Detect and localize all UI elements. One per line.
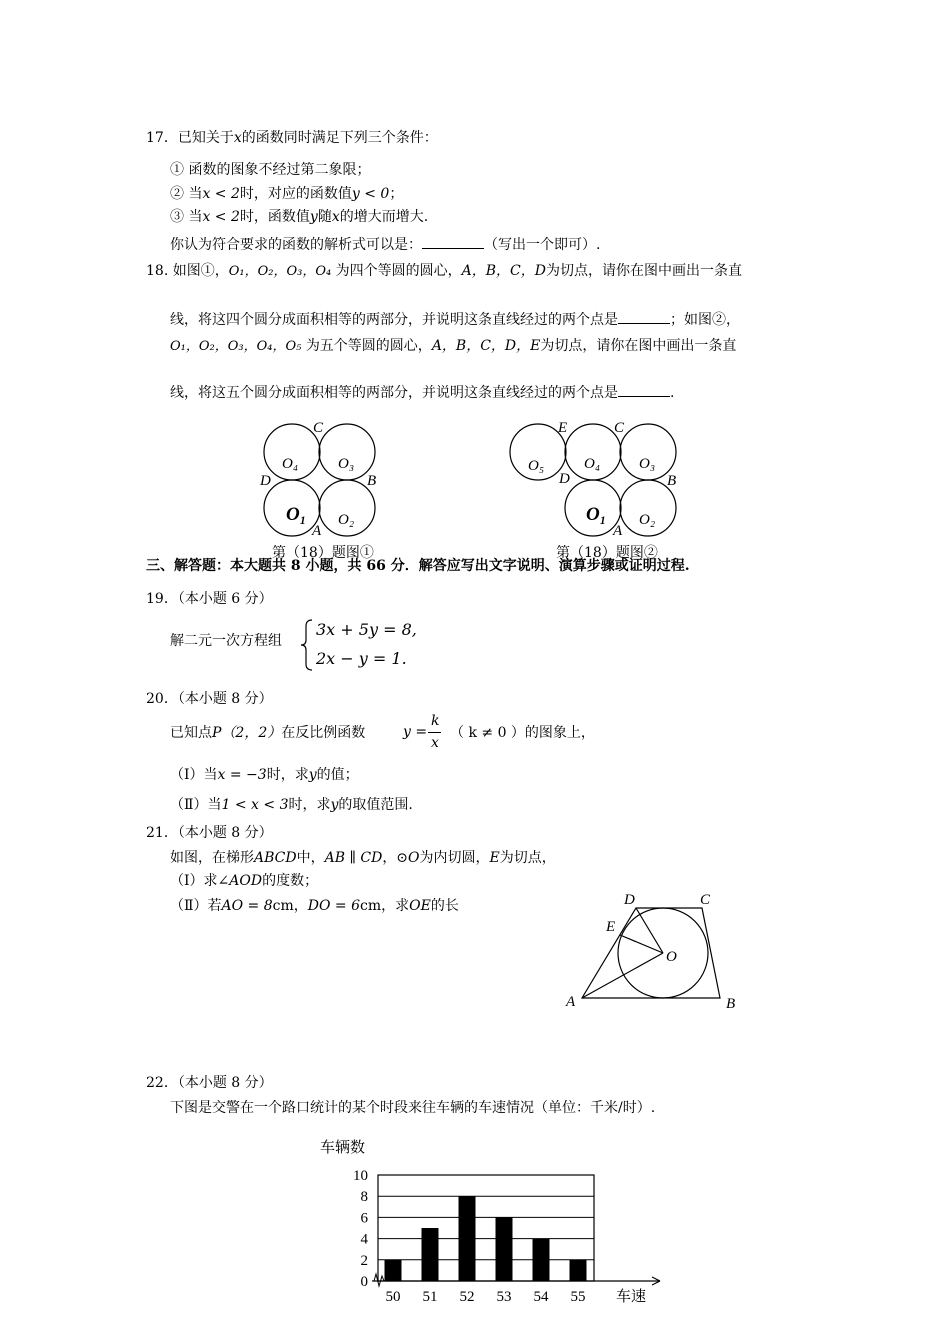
label-c: C [700,892,711,908]
q21-line-1: 如图，在梯形ABCD中，AB ∥ CD，⊙O为内切圆，E为切点， [170,850,556,866]
label-o: O [666,949,677,965]
label-c: C [313,420,324,436]
label-c: C [614,420,625,436]
label-d: D [260,473,271,489]
segment-oe [620,935,663,953]
figure-18-1-caption: 第（18）题图① [272,545,374,561]
label-b: B [367,473,377,489]
figure-18-1 [250,412,400,562]
chart-xtick-label: 53 [496,1289,512,1305]
label-o2: O₂ [639,512,656,528]
section-3-heading: 三、解答题：本大题共 8 小题，共 66 分．解答应写出文字说明、演算步骤或证明过程. [146,558,690,574]
answer-blank[interactable] [618,384,670,397]
figure-18-2 [500,412,700,562]
figure-21-trapezoid [560,885,760,1020]
q17-condition-2: ② 当x < 2时，对应的函数值y < 0； [170,186,404,202]
segment-do [636,908,663,953]
chart-xtick-label: 51 [422,1289,438,1305]
chart-bar [459,1196,476,1281]
label-a: A [312,523,322,539]
q20-frac-den: x [431,735,439,751]
figure-18-2-caption: 第（18）题图② [556,545,658,561]
label-b: B [667,473,677,489]
label-o4: O₄ [282,456,299,472]
q19-text: 解二元一次方程组 [170,633,282,649]
q22-text: 下图是交警在一个路口统计的某个时段来往车辆的车速情况（单位：千米/时）. [170,1100,656,1116]
label-o3: O₃ [338,456,355,472]
chart-bar [385,1260,402,1281]
chart-axis-break [374,1274,384,1286]
q19-label: 19．（本小题 6 分） [146,591,273,607]
chart-ylabel: 车辆数 [320,1140,366,1156]
equation-brace [300,618,314,672]
chart-frame [378,1175,594,1281]
label-a: A [566,994,576,1010]
chart-ytick-label: 4 [360,1231,368,1248]
q18-line-1: 18. 如图①，O₁，O₂，O₃，O₄ 为四个等圆的圆心，A，B，C，D为切点，请你在图中画出一条直 [146,263,742,279]
q22-label: 22．（本小题 8 分） [146,1075,273,1091]
label-e: E [558,420,568,436]
q21-part-1: （Ⅰ）求∠AOD的度数； [170,873,319,889]
q18-line-3: O₁，O₂，O₃，O₄，O₅ 为五个等圆的圆心，A，B，C，D，E为切点，请你在图中画出一条直 [170,338,737,354]
q20-label: 20．（本小题 8 分） [146,691,273,707]
trapezoid-abcd [582,908,720,998]
q18-line-2: 线，将这四个圆分成面积相等的两部分，并说明这条直线经过的两个点是 ；如图②， [170,312,740,328]
q20-func-lhs: y = [403,724,428,740]
chart-ytick-label: 0 [360,1274,368,1290]
label-o5: O₅ [528,458,545,474]
label-e: E [606,919,616,935]
label-o4: O₄ [584,456,601,472]
q19-equation-2: 2x − y = 1. [316,649,407,668]
q17-stem: 17．已知关于x的函数同时满足下列三个条件： [146,130,438,146]
label-o1: O₁ [286,504,307,525]
chart-xtick-label: 54 [533,1289,549,1305]
q19-equation-1: 3x + 5y = 8, [316,620,417,639]
answer-blank[interactable] [422,236,484,249]
q21-part-2: （Ⅱ）若AO = 8cm，DO = 6cm，求OE的长 [170,898,459,914]
q20-line-1: 已知点P（2，2）在反比例函数 [170,725,366,741]
chart-bar [533,1239,550,1281]
q18-line-4: 线，将这五个圆分成面积相等的两部分，并说明这条直线经过的两个点是 . [170,385,675,401]
answer-blank[interactable] [618,311,670,324]
q20-part-1: （Ⅰ）当x = −3时，求y的值； [170,767,359,783]
label-d: D [624,892,635,908]
q17-ask: 你认为符合要求的函数的解析式可以是： （写出一个即可）. [170,237,601,253]
chart-xtick-label: 50 [385,1289,401,1305]
q17-condition-3: ③ 当x < 2时，函数值y随x的增大而增大. [170,209,429,225]
q20-frac-bar [428,732,441,733]
chart-bar [422,1228,439,1281]
chart-bar [496,1217,513,1281]
chart-ytick-label: 2 [360,1252,368,1269]
chart-xtick-label: 55 [570,1289,586,1305]
label-d: D [559,471,570,487]
chart-xtick-label: 52 [459,1289,475,1305]
label-a: A [613,523,623,539]
segment-ao [582,953,663,998]
speed-bar-chart [300,1130,680,1310]
chart-xlabel: 车速 [616,1289,647,1305]
q21-label: 21．（本小题 8 分） [146,825,273,841]
q20-line-1-tail: （ k ≠ 0 ）的图象上， [450,725,595,741]
label-o1: O₁ [586,504,607,525]
chart-ytick-label: 6 [360,1210,368,1227]
q17-condition-1: ① 函数的图象不经过第二象限； [170,162,371,178]
q20-part-2: （Ⅱ）当1 < x < 3时，求y的取值范围. [170,797,413,813]
label-b: B [726,996,736,1012]
chart-ytick-label: 10 [353,1168,368,1184]
chart-ytick-label: 8 [360,1189,368,1206]
chart-bar [570,1260,587,1281]
label-o2: O₂ [338,512,355,528]
label-o3: O₃ [639,456,656,472]
q20-frac-num: k [431,713,440,729]
